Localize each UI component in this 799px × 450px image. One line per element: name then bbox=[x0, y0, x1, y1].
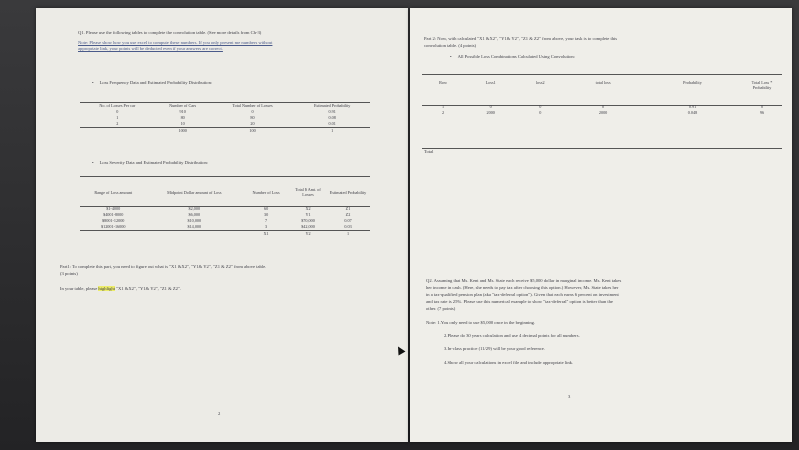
freq-header-cell: Number of Cars bbox=[169, 103, 197, 108]
sev-header-cell: Midpoint Dollar amount of Loss bbox=[167, 189, 222, 195]
table-cell: 0.01 bbox=[328, 121, 336, 126]
note-link-line1[interactable]: Note: Please show how you use excel to compute these numbers. If you only present me numbers without bbox=[78, 40, 273, 45]
table-cell: Y2 bbox=[305, 231, 311, 236]
part1-line1: Part1: To complete this part, you need to figure out what is "X1 &X2", "Y1& Y2", "Z1 & Z2" from above table. bbox=[60, 264, 267, 269]
table-cell: $12001-16000 bbox=[101, 224, 126, 229]
table-cell: 3 bbox=[265, 224, 268, 229]
q2-line: other. (7 points) bbox=[426, 306, 456, 311]
part2-line2: convolution table. (4 points) bbox=[424, 43, 477, 48]
table-cell: 0.91 bbox=[688, 104, 697, 109]
q1-intro: Q1. Please use the following tables to complete the convolution table. (See more details from Ch-3) bbox=[78, 30, 262, 35]
table-cell: 30 bbox=[263, 212, 269, 217]
table-cell: 1000 bbox=[178, 128, 187, 133]
note-item: 2.Please do 30 years calculation and use 4 decimal points for all numbers. bbox=[444, 333, 580, 338]
table-cell: 1 bbox=[331, 128, 334, 133]
table-cell: 0 bbox=[116, 109, 119, 114]
convolution-table bbox=[422, 80, 782, 116]
table-cell: 10 bbox=[180, 121, 185, 126]
table-cell: $10,000 bbox=[187, 218, 202, 223]
table-cell bbox=[146, 231, 242, 238]
table-cell: Y1 bbox=[305, 212, 311, 217]
table-cell: $6,000 bbox=[188, 212, 201, 217]
table-cell: Z2 bbox=[345, 212, 351, 217]
table-cell: 1 bbox=[346, 231, 350, 236]
freq-header-cell: No. of Losses Per car bbox=[99, 103, 136, 108]
table-cell: 2000 bbox=[486, 110, 495, 115]
table-cell: 80 bbox=[180, 115, 185, 120]
freq-header-cell: Total Number of Losses bbox=[232, 103, 273, 108]
note-item: 4.Show all your calculations in excel file and include appropriate link. bbox=[444, 360, 574, 365]
table-cell: $1-4000 bbox=[106, 206, 121, 211]
table-cell: 2000 bbox=[598, 110, 608, 115]
table-cell: 0.048 bbox=[687, 110, 698, 115]
document-page-3 bbox=[410, 8, 792, 442]
conv-header-cell: loss2 bbox=[535, 80, 545, 85]
q2-line: and tax rate is 25%. Please use this numerical example to show "tax-deferral" option is better than the bbox=[426, 299, 613, 304]
table-cell: $2,000 bbox=[188, 206, 201, 211]
conv-table-top-rule bbox=[422, 74, 782, 75]
highlight-word: highlight bbox=[98, 286, 115, 291]
note-item: Note: 1.You only need to use $5,000 once in the beginning. bbox=[426, 320, 536, 325]
table-cell: 60 bbox=[263, 206, 269, 211]
table-cell: 0 bbox=[251, 109, 254, 114]
table-cell: $4001-8000 bbox=[103, 212, 124, 217]
table-cell: Z1 bbox=[345, 206, 351, 211]
note-item: 3.In-class practice (11/29) will be your good reference. bbox=[444, 346, 545, 351]
freq-heading: • Loss Frequency Data and Estimated Probability Distribution: bbox=[92, 80, 212, 86]
conv-header-cell: total loss bbox=[595, 80, 611, 85]
table-cell bbox=[80, 128, 155, 135]
conv-header-cell: Probability bbox=[683, 80, 702, 85]
table-cell: $14,000 bbox=[187, 224, 202, 229]
table-cell: 1 bbox=[442, 104, 445, 109]
table-cell: 0.08 bbox=[328, 115, 336, 120]
table-cell: 0 bbox=[539, 110, 542, 115]
conv-heading: • All Possible Loss Combinations Calculated Using Convolution: bbox=[450, 54, 575, 60]
table-cell: 20 bbox=[250, 121, 255, 126]
sev-header-cell: Range of Loss amount bbox=[94, 189, 133, 195]
conv-header-cell: Loss1 bbox=[485, 80, 496, 85]
document-page-2 bbox=[36, 8, 408, 442]
table-cell: X2 bbox=[305, 206, 311, 211]
table-cell: 2 bbox=[442, 110, 445, 115]
table-cell: $42,000 bbox=[301, 224, 315, 229]
table-cell: 100 bbox=[249, 128, 256, 133]
table-cell: 0 bbox=[760, 104, 764, 109]
table-cell: $70,000 bbox=[301, 218, 315, 223]
conv-header-cell: Row bbox=[439, 80, 447, 85]
freq-header-cell: Estimated Probability bbox=[313, 103, 351, 108]
sev-header-cell: Estimated Probability bbox=[329, 189, 367, 195]
table-cell: 80 bbox=[250, 115, 255, 120]
part1-line3-pre: In your table, please bbox=[60, 286, 98, 291]
sev-table-top-rule bbox=[80, 176, 370, 177]
table-total-row bbox=[80, 128, 370, 135]
table-row bbox=[422, 110, 782, 116]
sev-heading: • Loss Severity Data and Estimated Probability Distribution: bbox=[92, 160, 208, 166]
table-cell: 0.07 bbox=[344, 218, 352, 223]
part1-line2: (3 points) bbox=[60, 271, 78, 276]
conv-header-row bbox=[422, 80, 782, 104]
table-cell: 0 bbox=[489, 104, 492, 109]
table-cell bbox=[80, 231, 146, 238]
part1-line3-post: "X1 &X2", "Y1& Y2", "Z1 & Z2". bbox=[116, 286, 181, 291]
table-cell: 7 bbox=[265, 218, 268, 223]
page-number: 3 bbox=[568, 394, 571, 399]
table-cell: 96 bbox=[759, 110, 765, 115]
sev-header-row bbox=[80, 178, 370, 206]
frequency-table bbox=[80, 103, 370, 134]
q2-line: her income in cash. (Here, she needs to pay tax after choosing this option.) However, Ms. State takes her bbox=[426, 285, 619, 290]
table-cell: X1 bbox=[263, 231, 269, 236]
q2-line: in a tax-qualified pension plan (aka "tax-deferral option"). Given that each earns 6 percent on investment bbox=[426, 292, 619, 297]
table-cell: 0.91 bbox=[328, 109, 336, 114]
total-label: Total bbox=[424, 149, 434, 154]
table-cell: 0 bbox=[539, 104, 542, 109]
severity-table bbox=[80, 178, 370, 237]
part2-line1: Part 2: Now, with calculated "X1 &X2", "Y1& Y2", "Z1 & Z2" from above, your task is to complete this bbox=[424, 36, 618, 41]
table-cell: 0.03 bbox=[344, 224, 352, 229]
table-cell: 910 bbox=[179, 109, 186, 114]
table-cell: 0 bbox=[602, 104, 605, 109]
table-total-row bbox=[80, 231, 370, 238]
note-link-line2[interactable]: appropriate link, your points will be deducted even if your answers are correct. bbox=[78, 46, 223, 51]
conv-total-rule bbox=[422, 148, 782, 149]
table-cell: $8001-12000 bbox=[102, 218, 125, 223]
part1-line3 bbox=[60, 286, 181, 292]
sev-header-cell: Total $ Amt. of Losses bbox=[295, 187, 321, 197]
sev-header-cell: Number of Loss bbox=[252, 189, 280, 195]
conv-header-cell: Total Loss * Probability bbox=[751, 80, 773, 90]
table-cell: 1 bbox=[116, 115, 119, 120]
table-cell: 2 bbox=[116, 121, 119, 126]
q2-line: Q2. Assuming that Ms. Kent and Ms. State each receive $5,000 dollar in marginal income. Ms. Kent takes bbox=[426, 278, 622, 283]
page-number: 2 bbox=[218, 411, 221, 416]
